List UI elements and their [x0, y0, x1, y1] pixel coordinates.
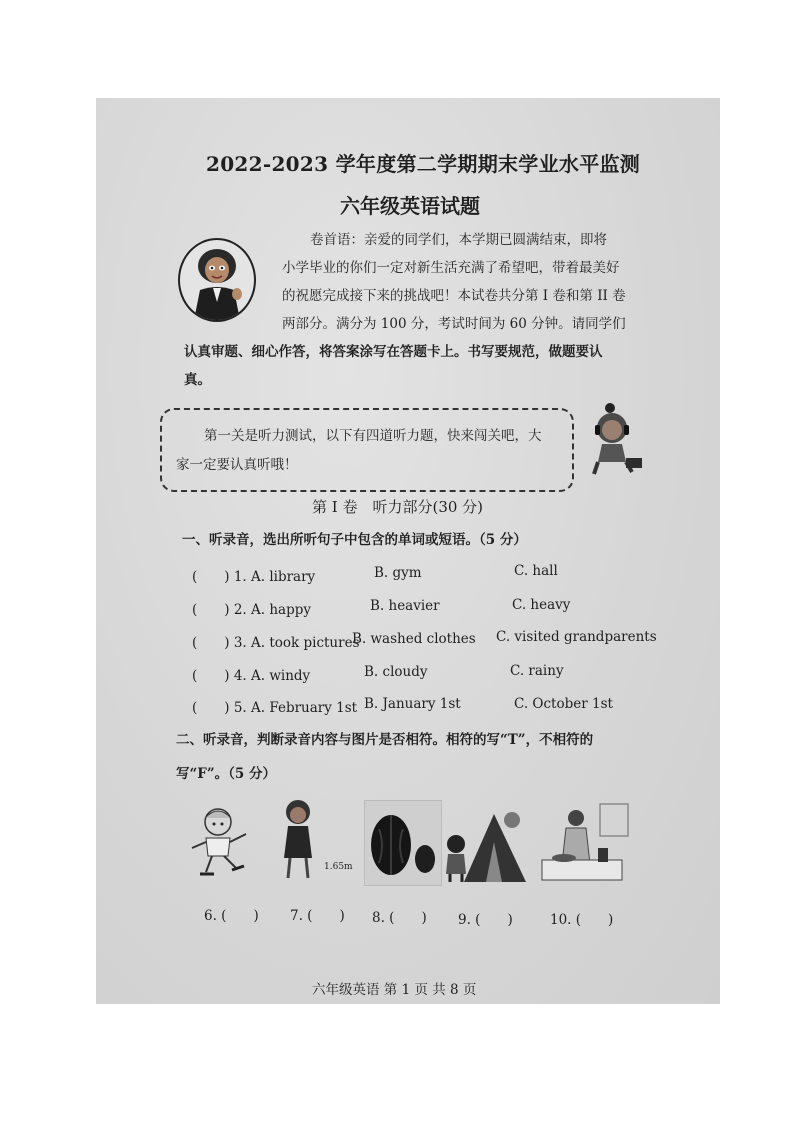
- question-4-a: ( ) 4. A. windy: [192, 668, 311, 684]
- picture-9-label: 9. ( ): [458, 912, 513, 928]
- exam-page: [96, 98, 720, 1004]
- listening-note-box: [160, 408, 574, 492]
- exam-title: 2022-2023 学年度第二学期期末学业水平监测: [206, 152, 641, 176]
- listening-note-line: 第一关是听力测试，以下有四道听力题，快来闯关吧，大: [204, 428, 542, 444]
- picture-8-label: 8. ( ): [372, 910, 427, 926]
- question-3-b: B. washed clothes: [352, 631, 476, 647]
- woman-cooking-icon: [536, 800, 632, 886]
- listening-note-line: 家一定要认真听哦！: [176, 457, 298, 473]
- question-1-b: B. gym: [374, 565, 422, 581]
- section2-heading: 二、听录音，判断录音内容与图片是否相符。相符的写“T”，不相符的: [176, 732, 594, 748]
- question-5-b: B. January 1st: [364, 696, 461, 712]
- section2-heading-cont: 写“F”。（5 分）: [176, 766, 276, 782]
- picture-10-label: 10. ( ): [550, 912, 614, 928]
- picture-6-label: 6. ( ): [204, 908, 259, 924]
- question-4-b: B. cloudy: [364, 664, 428, 680]
- exam-subtitle: 六年级英语试题: [340, 194, 480, 218]
- question-1-a: ( ) 1. A. library: [192, 569, 316, 585]
- question-2-a: ( ) 2. A. happy: [192, 602, 311, 618]
- intro-line: 认真审题、细心作答，将答案涂写在答题卡上。书写要规范，做题要认: [184, 344, 603, 360]
- question-4-c: C. rainy: [510, 663, 564, 679]
- question-5-a: ( ) 5. A. February 1st: [192, 700, 358, 716]
- girl-height-icon: [274, 798, 354, 884]
- question-2-c: C. heavy: [512, 597, 571, 613]
- intro-paragraph: [184, 226, 630, 394]
- question-2-b: B. heavier: [370, 598, 440, 614]
- page-footer: 六年级英语 第 1 页 共 8 页: [312, 982, 477, 998]
- skating-child-icon: [188, 804, 258, 884]
- watermelon-icon: [364, 800, 442, 886]
- picture-7-label: 7. ( ): [290, 908, 345, 924]
- question-3-c: C. visited grandparents: [496, 629, 657, 645]
- height-caption: 1.65m: [324, 862, 353, 872]
- intro-line: 两部分。满分为 100 分，考试时间为 60 分钟。请同学们: [282, 316, 626, 332]
- question-5-c: C. October 1st: [514, 696, 613, 712]
- headphone-girl-icon: [588, 400, 646, 478]
- part1-title: 第 I 卷 听力部分(30 分): [312, 498, 484, 516]
- intro-line: 真。: [184, 372, 211, 388]
- intro-line: 小学毕业的你们一定对新生活充满了希望吧，带着最美好: [282, 260, 620, 276]
- intro-line: 卷首语：亲爱的同学们，本学期已圆满结束，即将: [310, 232, 607, 248]
- camping-tent-icon: [442, 802, 532, 884]
- section1-heading: 一、听录音，选出所听句子中包含的单词或短语。（5 分）: [182, 532, 527, 548]
- intro-line: 的祝愿完成接下来的挑战吧！本试卷共分第 I 卷和第 II 卷: [282, 288, 626, 304]
- question-1-c: C. hall: [514, 563, 558, 579]
- question-3-a: ( ) 3. A. took pictures: [192, 635, 360, 651]
